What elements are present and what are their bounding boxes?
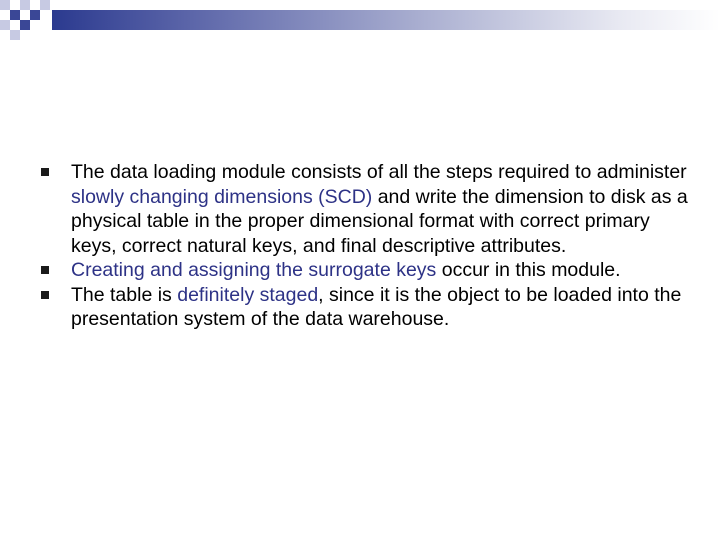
square-bullet-icon [41, 168, 49, 176]
square-bullet-icon [41, 266, 49, 274]
text-run: The table is [71, 283, 178, 306]
slide-header-decoration [0, 0, 720, 40]
decor-square [40, 0, 50, 10]
decor-square [20, 20, 30, 30]
decor-square [10, 10, 20, 20]
bullet-list [40, 160, 690, 332]
bullet-text [71, 259, 621, 281]
decor-square [40, 10, 52, 30]
decor-square [20, 30, 30, 40]
decor-square [30, 10, 40, 20]
highlighted-term: Creating and assigning the surrogate keys [71, 259, 437, 281]
bullet-item [40, 160, 690, 258]
text-run: and write the dimension to disk as a physical table in the proper dimensional format with correct primary keys, correct natural keys, and final descriptive attributes. [71, 185, 688, 257]
decor-square [10, 30, 20, 40]
highlighted-term: slowly changing dimensions (SCD) [71, 185, 373, 208]
decor-square [10, 0, 20, 10]
slide-body [40, 160, 690, 332]
bullet-item [40, 258, 690, 283]
bullet-item [40, 283, 690, 332]
decor-square [20, 0, 30, 10]
square-bullet-icon [41, 291, 49, 299]
bullet-text [71, 161, 688, 257]
text-run: occur in this module. [436, 259, 621, 281]
decor-square [0, 10, 10, 20]
highlighted-term: definitely staged [177, 283, 319, 306]
decor-square [0, 20, 10, 30]
decor-square [30, 20, 40, 30]
header-gradient-bar [52, 10, 720, 30]
decor-square [30, 0, 40, 10]
bullet-text [71, 284, 681, 331]
text-run: The data loading module consists of all the steps required to administer [71, 161, 687, 183]
text-run: , since it is the object to be loaded into the presentation system of the data warehouse. [71, 283, 682, 330]
decor-square [10, 20, 20, 30]
decor-square [0, 0, 10, 10]
decor-square [20, 10, 30, 20]
